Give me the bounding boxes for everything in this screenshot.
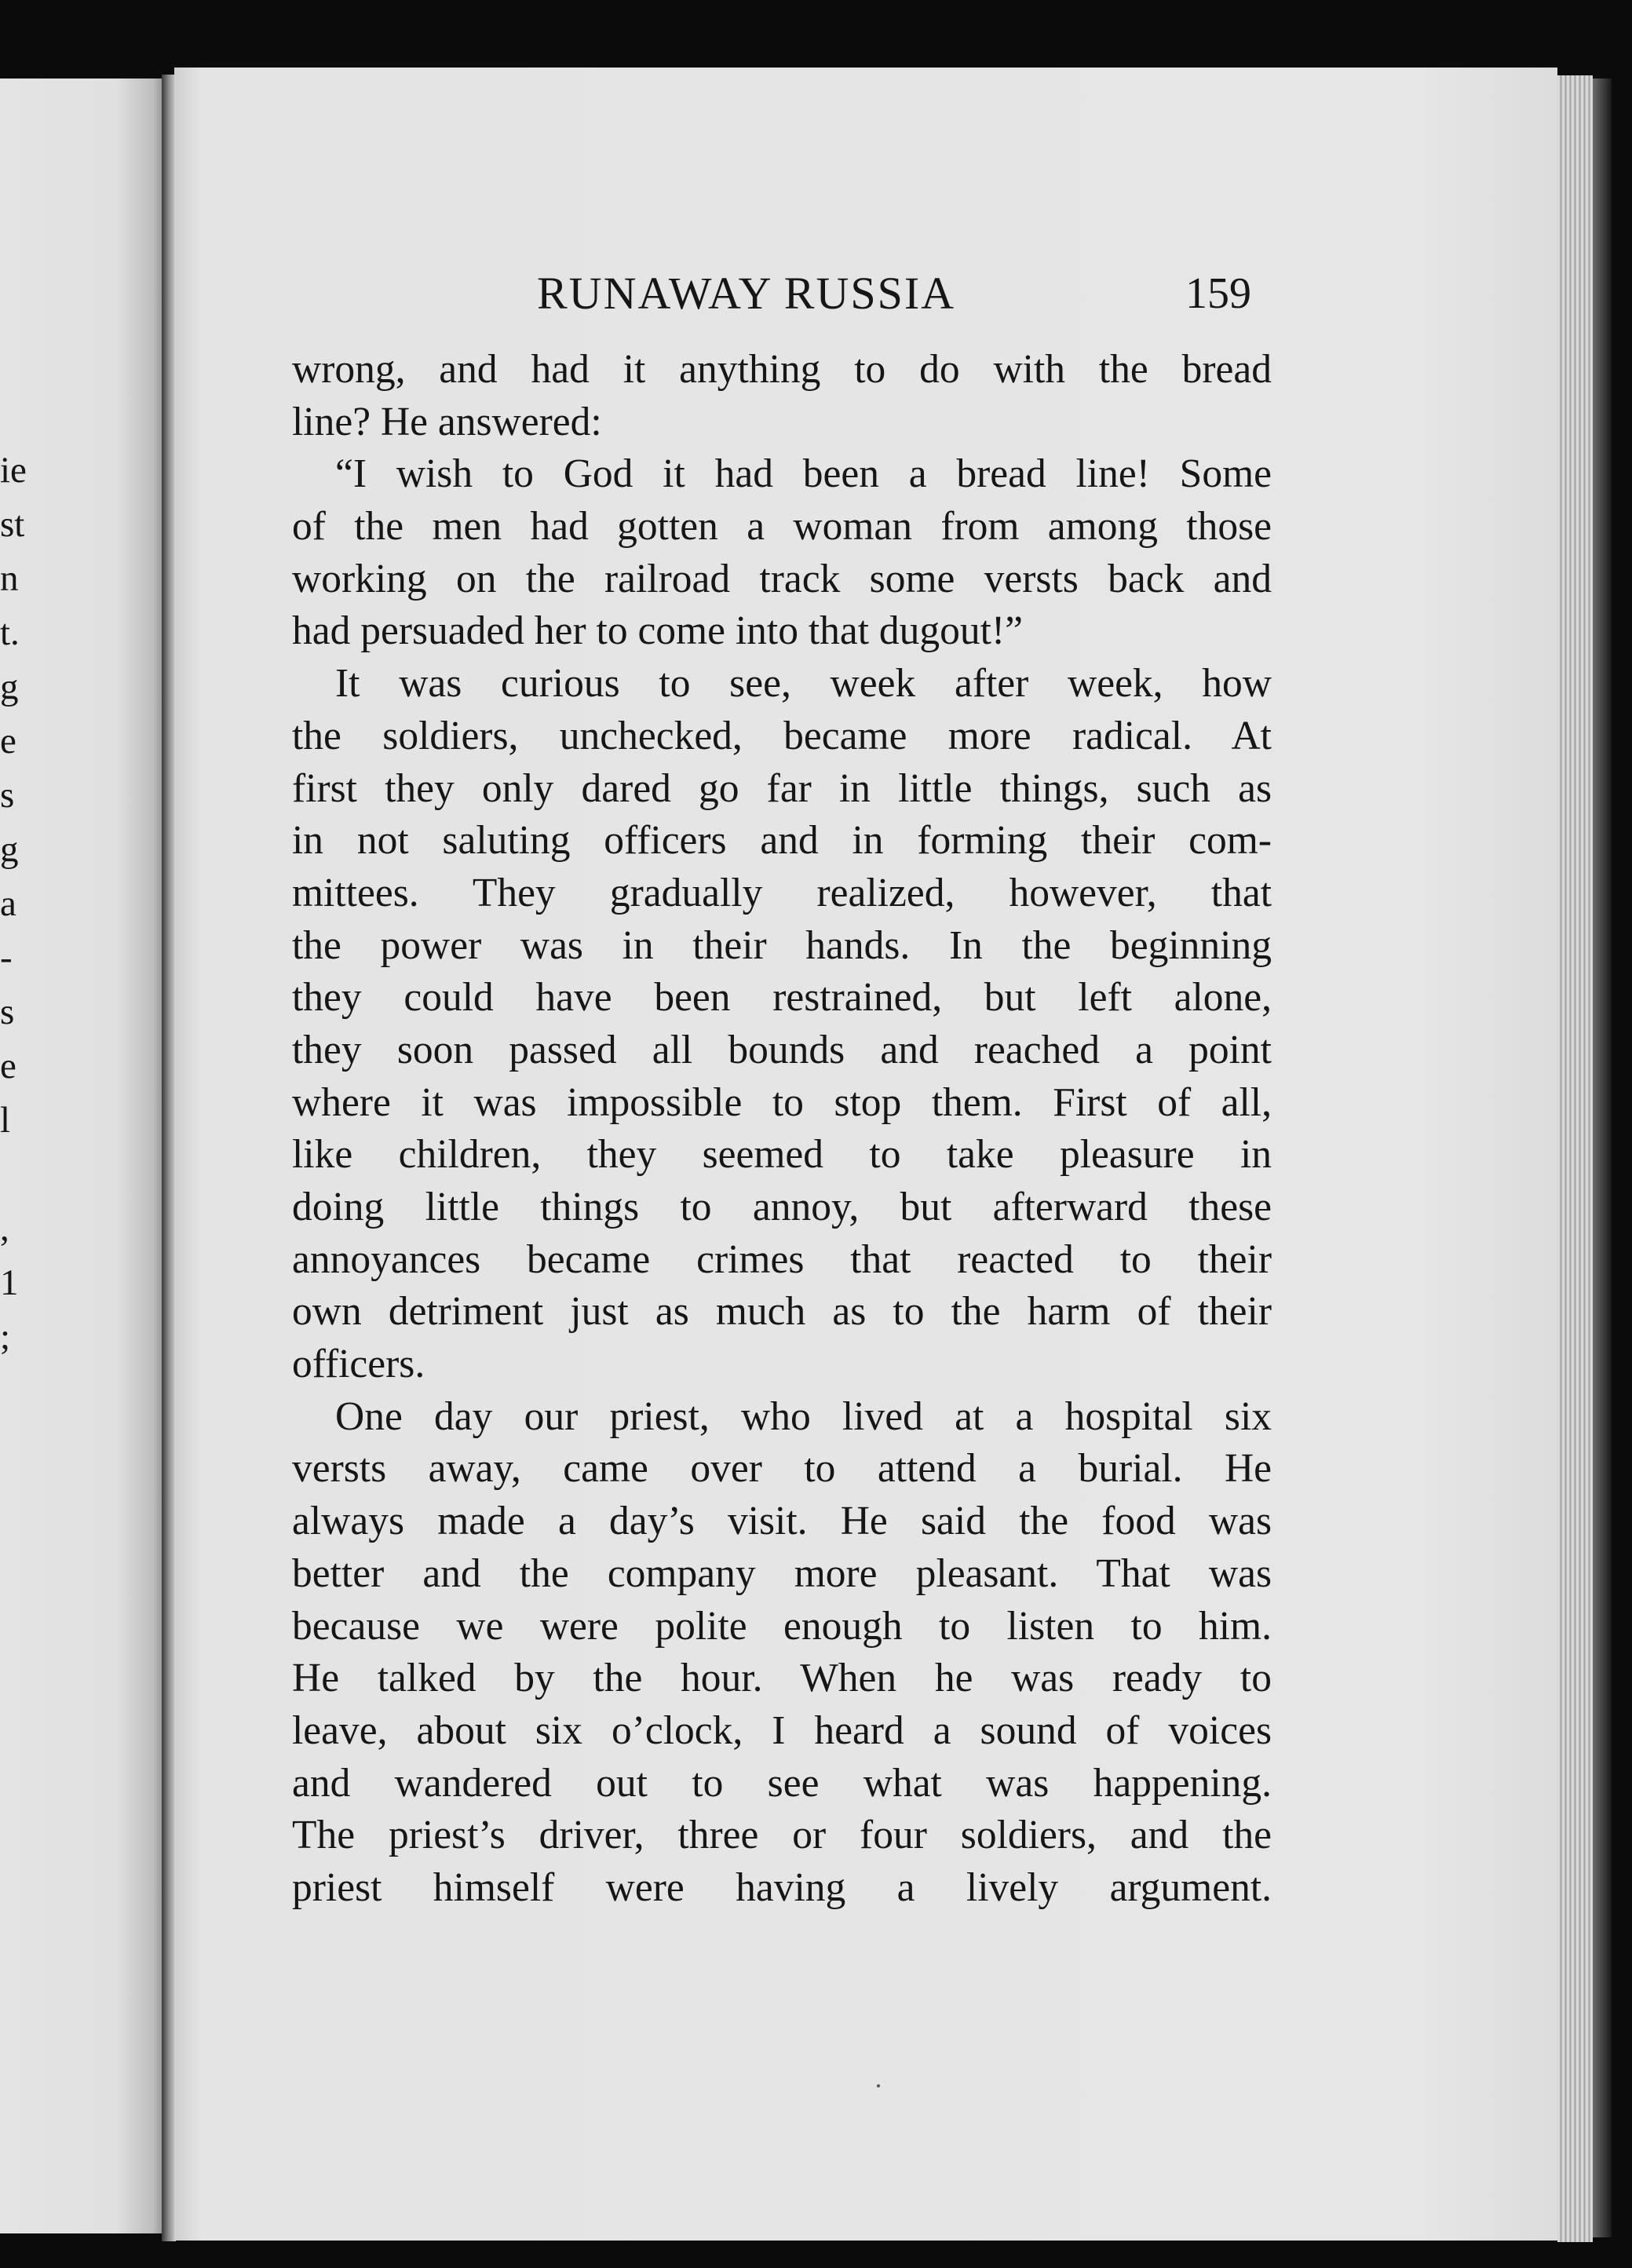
text-line: always made a day’s visit. He said the food was — [292, 1499, 1272, 1544]
fragment: g — [0, 667, 19, 707]
text-line: line? He answered: — [292, 399, 602, 444]
fragment: e — [0, 1046, 16, 1087]
text-line: better and the company more pleasant. That was — [292, 1550, 1272, 1596]
text-line: own detriment just as much as to the harm of their — [292, 1289, 1272, 1335]
fragment: , — [0, 1208, 9, 1249]
text-line: where it was impossible to stop them. First of all, — [292, 1079, 1272, 1125]
text-line: annoyances became crimes that reacted to their — [292, 1236, 1272, 1282]
fragment: a — [0, 883, 16, 924]
fragment: ; — [0, 1317, 11, 1357]
fragment: ie — [0, 450, 27, 491]
fragment: t. — [0, 612, 20, 653]
fragment: n — [0, 558, 19, 599]
text-line: mittees. They gradually realized, however, that — [292, 870, 1272, 915]
facing-page-text-fragments — [0, 444, 31, 1364]
fragment — [0, 1148, 31, 1202]
fragment: e — [0, 721, 16, 761]
text-line: they could have been restrained, but left alone, — [292, 975, 1272, 1021]
page-speck — [877, 2084, 880, 2087]
text-line: versts away, came over to attend a burial. He — [292, 1446, 1272, 1492]
text-line: The priest’s driver, three or four soldiers, and the — [292, 1813, 1272, 1858]
text-line: One day our priest, who lived at a hospital six — [335, 1393, 1272, 1439]
text-line: “I wish to God it had been a bread line! Some — [335, 451, 1272, 497]
text-line: He talked by the hour. When he was ready to — [292, 1656, 1272, 1701]
text-line: working on the railroad track some versts back and — [292, 556, 1272, 601]
text-line: because we were polite enough to listen to him. — [292, 1603, 1272, 1649]
text-line: doing little things to annoy, but afterward these — [292, 1185, 1272, 1229]
text-line: the soldiers, unchecked, became more radical. At — [292, 713, 1272, 758]
fragment: st — [0, 504, 25, 545]
text-line: It was curious to see, week after week, how — [335, 661, 1272, 707]
text-line: priest himself were having a lively argument. — [292, 1864, 1272, 1910]
page-edge-shadow — [1593, 79, 1612, 2237]
text-line: the power was in their hands. In the beginning — [292, 922, 1272, 968]
text-line: like children, they seemed to take pleasure in — [292, 1132, 1272, 1178]
text-line: first they only dared go far in little things, such as — [292, 765, 1272, 811]
text-line: of the men had gotten a woman from among those — [292, 504, 1272, 550]
text-line: in not saluting officers and in forming their com- — [292, 818, 1272, 864]
fragment: 1 — [0, 1262, 19, 1303]
fragment: g — [0, 829, 19, 870]
page-number: 159 — [1185, 269, 1251, 318]
text-line: leave, about six o’clock, I heard a sound of voices — [292, 1707, 1272, 1753]
body-text — [292, 344, 1272, 1915]
fragment: s — [0, 992, 15, 1032]
running-title: RUNAWAY RUSSIA — [537, 268, 956, 319]
facing-page — [0, 79, 166, 2233]
fragment: - — [0, 937, 13, 978]
text-line: officers. — [292, 1342, 425, 1387]
fragment: l — [0, 1100, 11, 1141]
text-line: wrong, and had it anything to do with the bread — [292, 347, 1272, 392]
page-edges — [1557, 75, 1593, 2242]
text-line: and wandered out to see what was happening. — [292, 1760, 1272, 1806]
text-line: they soon passed all bounds and reached a point — [292, 1027, 1272, 1072]
fragment: s — [0, 775, 15, 816]
text-line: had persuaded her to come into that dugout!” — [292, 608, 1023, 654]
